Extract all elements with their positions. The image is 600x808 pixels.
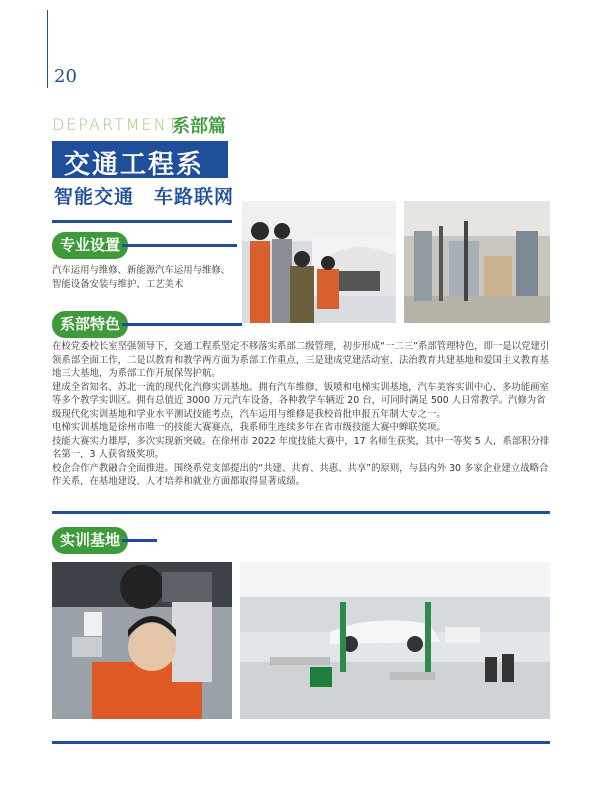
features-text — [52, 340, 550, 489]
header-vertical-line — [47, 10, 48, 88]
features-paragraph: 技能大赛实力雄厚，多次实现新突破。在徐州市 2022 年度技能大赛中，17 名师生获奖，其中一等奖 5 人，系部积分排名第一，3 人获省级奖项。 — [52, 435, 550, 460]
features-bottom-rule — [52, 511, 550, 514]
section-title-specialty: 专业设置 — [52, 232, 128, 259]
students-car-engine-photo — [242, 201, 396, 323]
section-title-features: 系部特色 — [52, 311, 128, 338]
department-label-cn: 系部篇 — [172, 116, 226, 137]
page-slogan: 智能交通 车路联网 — [54, 186, 235, 208]
features-paragraph: 建成全省知名、苏北一流的现代化汽修实训基地。拥有汽车维修、钣喷和电梯实训基地，汽车美容实训中心、多功能画室等多个教学实训区。拥有总值近 3000 万元汽车设备，各种教学车辆近 20 台，可同时满足 500 人日常教学。汽修为省级现代化实训基地和学业水平测试技能考点，汽车运用与维修是我校首批申报五年制大专之一。 — [52, 381, 549, 420]
section-title-training: 实训基地 — [52, 527, 128, 554]
section-divider — [122, 539, 157, 542]
specialty-line: 汽车运用与维修、新能源汽车运用与维修、 — [52, 265, 231, 276]
section-divider — [122, 244, 237, 247]
student-under-vehicle-photo — [52, 562, 232, 719]
section-header-specialty — [52, 232, 237, 259]
page-bottom-rule — [52, 741, 550, 744]
training-equipment-room-photo — [404, 201, 550, 323]
page-title: 交通工程系 — [64, 150, 205, 180]
page-title-box — [52, 141, 228, 178]
workshop-car-lifts-photo — [240, 562, 550, 719]
specialty-text — [52, 264, 237, 291]
section-header-features — [52, 311, 550, 338]
section-divider — [122, 323, 242, 326]
department-label-en: DEPARTMENT — [52, 115, 180, 134]
section-header-training — [52, 527, 157, 554]
page-number: 20 — [54, 66, 77, 87]
specialty-line: 智能设备安装与维护、工艺美术 — [52, 278, 184, 290]
features-paragraph: 在校党委校长室坚强领导下，交通工程系坚定不移落实系部二级管理，初步形成“一二三”系部管理特色，即一是以党建引领系部全面工作，二是以教育和教学两方面为系部工作重点，三是建成党建活动室、法治教育共建基地和爱国主义教育基地三大基地，为系部工作开展保驾护航。 — [52, 341, 550, 379]
features-paragraph: 校企合作产教融合全面推进。围绕系党支部提出的“共建、共育、共惠、共享”的原则，与县内外 30 多家企业建立战略合作关系，在基地建设、人才培养和就业方面都取得显著成绩。 — [52, 462, 549, 487]
features-paragraph: 电梯实训基地是徐州市唯一的技能大赛赛点，我系师生连续多年在省市级技能大赛中蝉联奖项。 — [52, 422, 446, 433]
slogan-underline — [52, 220, 232, 223]
